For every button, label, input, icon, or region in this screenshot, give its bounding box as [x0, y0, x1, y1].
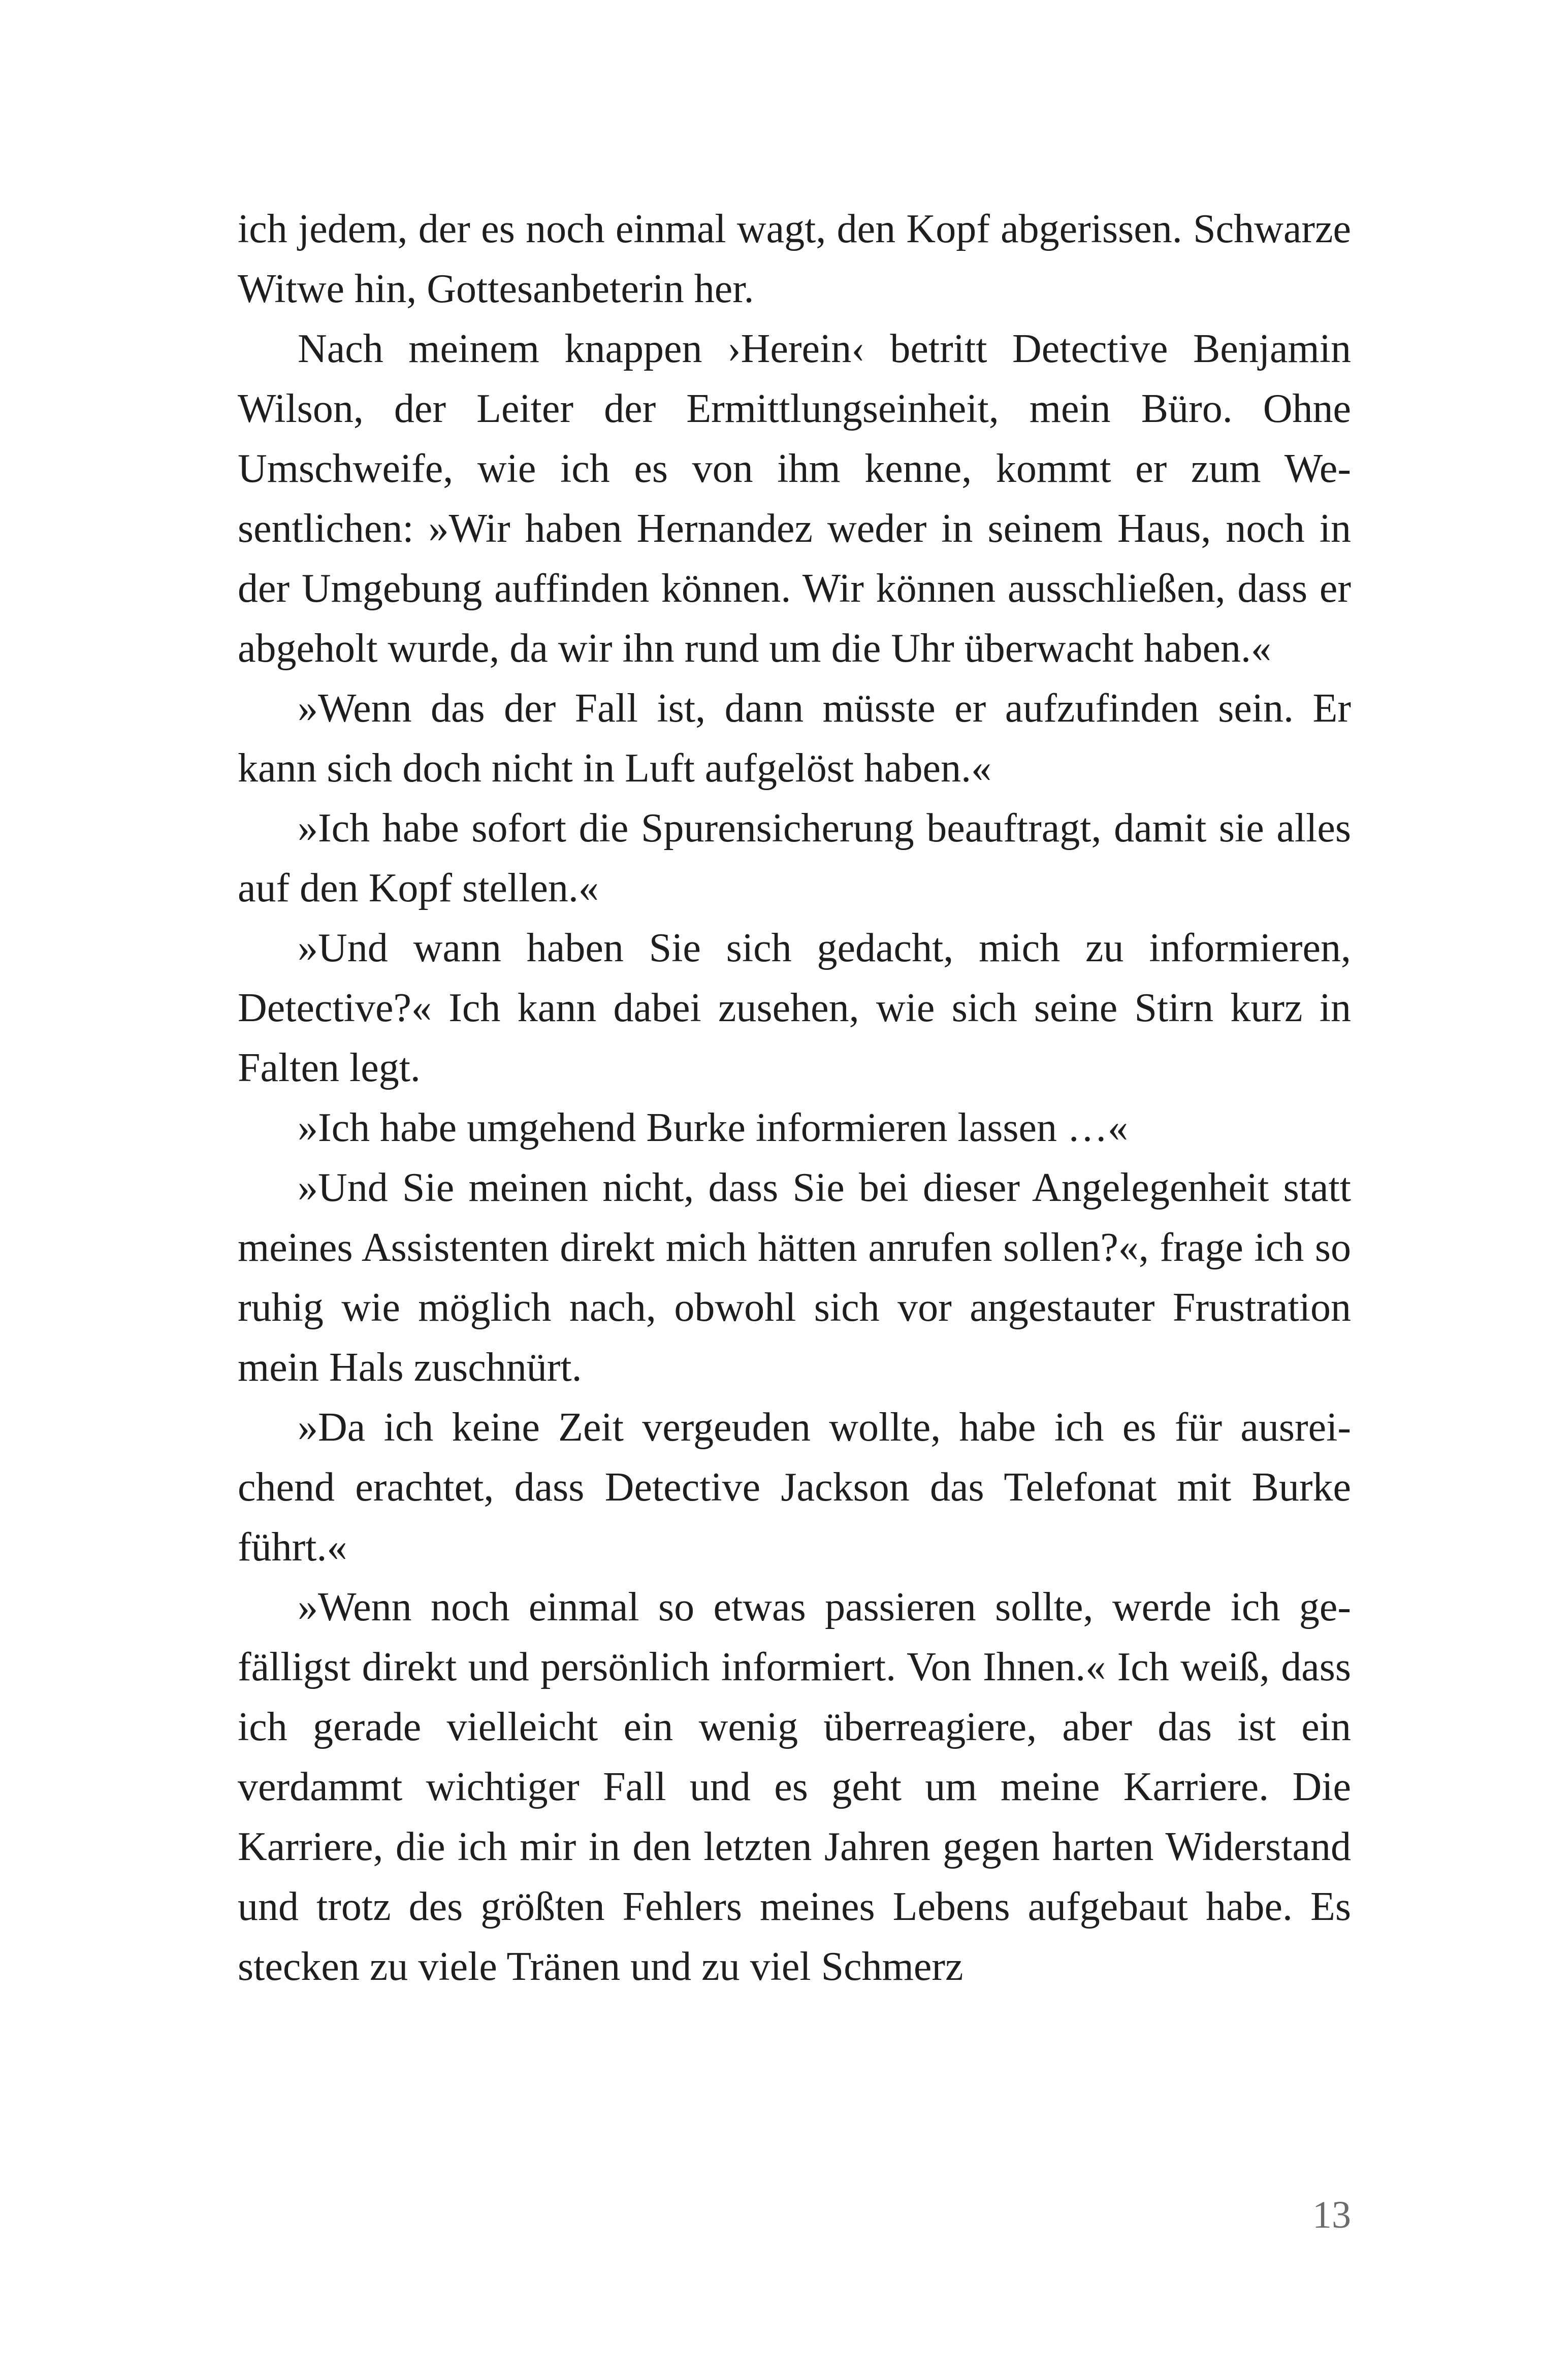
page-number: 13: [1312, 2194, 1351, 2236]
paragraph-3: »Wenn das der Fall ist, dann müsste er aufzufinden sein. Er kann sich doch nicht in Luft aufgelöst haben.«: [238, 686, 1351, 791]
body-text: [238, 199, 1351, 1997]
paragraph-2: Nach meinem knappen ›Herein‹ betritt Detective Benjamin Wilson, der Leiter der Ermittlungseinheit, mein Büro. Ohne Umschweife, wie ich es von ihm kenne, kommt er zum Wesentlichen: »Wir haben Hernandez weder in seinem Haus, noch in der Umgebung auffinden können. Wir können ausschließen, dass er abgeholt wurde, da wir ihn rund um die Uhr überwacht haben.«: [238, 327, 1351, 671]
paragraph-1: ich jedem, der es noch einmal wagt, den Kopf abgerissen. Schwarze Witwe hin, Gottesanbeterin her.: [238, 207, 1351, 311]
paragraph-7: »Und Sie meinen nicht, dass Sie bei dieser Angelegenheit statt meines Assistenten direkt mich hätten anrufen sollen?«, frage ich so ruhig wie möglich nach, obwohl sich vor angestauter Frustration mein Hals zuschnürt.: [238, 1165, 1351, 1390]
paragraph-9: »Wenn noch einmal so etwas passieren sollte, werde ich gefälligst direkt und persönlich informiert. Von Ihnen.« Ich weiß, dass ich gerade vielleicht ein wenig überreagiere, aber das ist ein verdammt wichtiger Fall und es geht um meine Karriere. Die Karriere, die ich mir in den letzten Jahren gegen harten Widerstand und trotz des größten Fehlers meines Lebens aufgebaut habe. Es stecken zu viele Tränen und zu viel Schmerz: [238, 1585, 1351, 1989]
paragraph-4: »Ich habe sofort die Spurensicherung beauftragt, damit sie alles auf den Kopf stellen.«: [238, 806, 1351, 910]
paragraph-8: »Da ich keine Zeit vergeuden wollte, habe ich es für ausreichend erachtet, dass Detective Jackson das Telefonat mit Burke führt.«: [238, 1405, 1351, 1570]
paragraph-6: »Ich habe umgehend Burke informieren lassen …«: [298, 1105, 1129, 1150]
paragraph-5: »Und wann haben Sie sich gedacht, mich zu informieren, Detective?« Ich kann dabei zusehen, wie sich seine Stirn kurz in Falten legt.: [238, 926, 1351, 1090]
